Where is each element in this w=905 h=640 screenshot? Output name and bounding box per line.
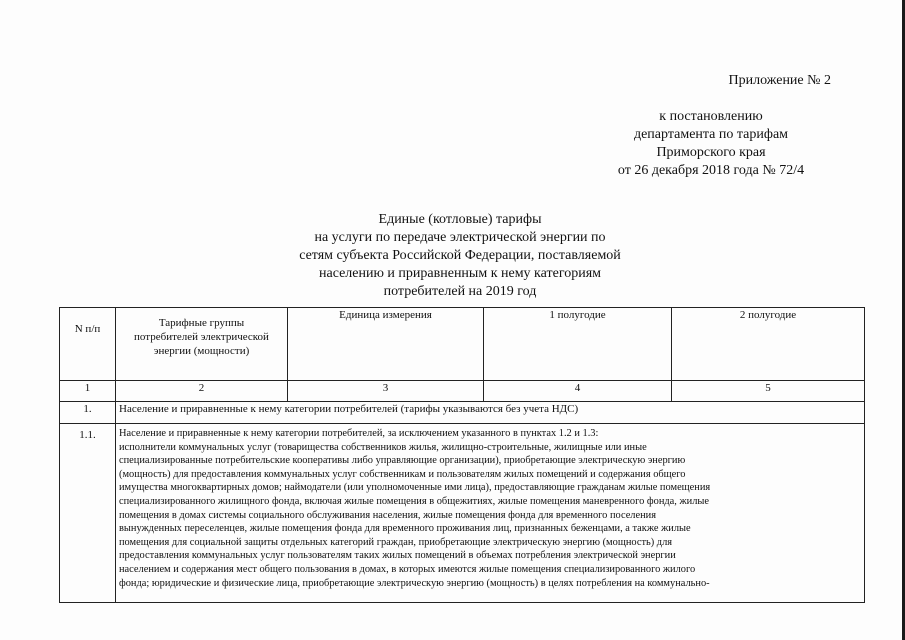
description-line: (мощность) для предоставления коммунальных услуг собственникам и пользователям жилых помещений и содержания общего [119, 468, 686, 480]
row-description: Население и приравненные к нему категории потребителей (тарифы указываются без учета НДС) [116, 402, 865, 424]
row-number: 1. [60, 402, 116, 424]
description-line: помещения в домах системы социального обслуживания населения, жилые помещения фонда для временного поселения [119, 509, 657, 521]
header-tariff-groups-line: потребителей электрической [134, 331, 269, 343]
title-line: Единые (котловые) тарифы [378, 212, 542, 227]
row-description [116, 424, 865, 603]
description-line: вынужденных переселенцев, жилые помещения фонда для временного проживания лиц, признанных беженцами, а также жилые [119, 523, 691, 535]
table-header-row [60, 308, 865, 381]
column-number-row [60, 381, 865, 402]
header-tariff-groups-line: Тарифные группы [158, 317, 245, 329]
document-title [282, 211, 638, 301]
title-line: сетям субъекта Российской Федерации, поставляемой [299, 248, 621, 263]
header-number: N п/п [60, 308, 116, 381]
column-number: 2 [116, 381, 288, 402]
description-line: предоставления коммунальных услуг пользователям таких жилых помещений в объемах потребления электрической энергии [119, 550, 676, 562]
title-line: потребителей на 2019 год [383, 284, 537, 299]
description-line: специализированные потребительские кооперативы либо управляющие организации), приобретающие электрическую энергию [119, 455, 686, 467]
column-number: 3 [288, 381, 484, 402]
tariff-table [59, 307, 865, 603]
description-line: исполнители коммунальных услуг (товарищества собственников жилья, жилищно-строительные, жилищные или иные [119, 441, 647, 453]
description-line: имущества многоквартирных домов; наймодатели (или уполномоченные ими лица), предоставляющие гражданам жилые помещения [119, 482, 711, 494]
resolution-line: департамента по тарифам [633, 127, 789, 142]
row-number: 1.1. [60, 424, 116, 603]
description-line: Население и приравненные к нему категории потребителей, за исключением указанного в пунктах 1.2 и 1.3: [119, 428, 599, 439]
annex-number: Приложение № 2 [728, 73, 831, 88]
header-second-half: 2 полугодие [672, 308, 865, 381]
header-tariff-groups-line: энергии (мощности) [153, 345, 250, 357]
title-line: на услуги по передаче электрической энергии по [314, 230, 606, 245]
column-number: 5 [672, 381, 865, 402]
header-tariff-groups [116, 308, 288, 381]
column-number: 1 [60, 381, 116, 402]
table-row [60, 402, 865, 424]
resolution-reference [561, 108, 861, 180]
column-number: 4 [484, 381, 672, 402]
header-first-half: 1 полугодие [484, 308, 672, 381]
resolution-line: Приморского края [656, 145, 766, 160]
resolution-line: к постановлению [659, 109, 763, 124]
resolution-line: от 26 декабря 2018 года № 72/4 [617, 163, 805, 178]
description-line: населением и содержания мест общего пользования в домах, в которых имеются жилые помещения специализированного жилого [119, 563, 696, 575]
description-line: специализированного жилищного фонда, включая жилые помещения в общежитиях, жилые помещения маневренного фонда, жилые [119, 495, 710, 507]
table-row [60, 424, 865, 603]
description-line: фонда; юридические и физические лица, приобретающие электрическую энергию (мощность) в целях потребления на коммунально- [119, 577, 710, 589]
header-unit: Единица измерения [288, 308, 484, 381]
description-line: помещения для социальной защиты отдельных категорий граждан, приобретающие электрическую энергию (мощность) для [119, 536, 673, 548]
title-line: населению и приравненным к нему категориям [318, 266, 602, 281]
